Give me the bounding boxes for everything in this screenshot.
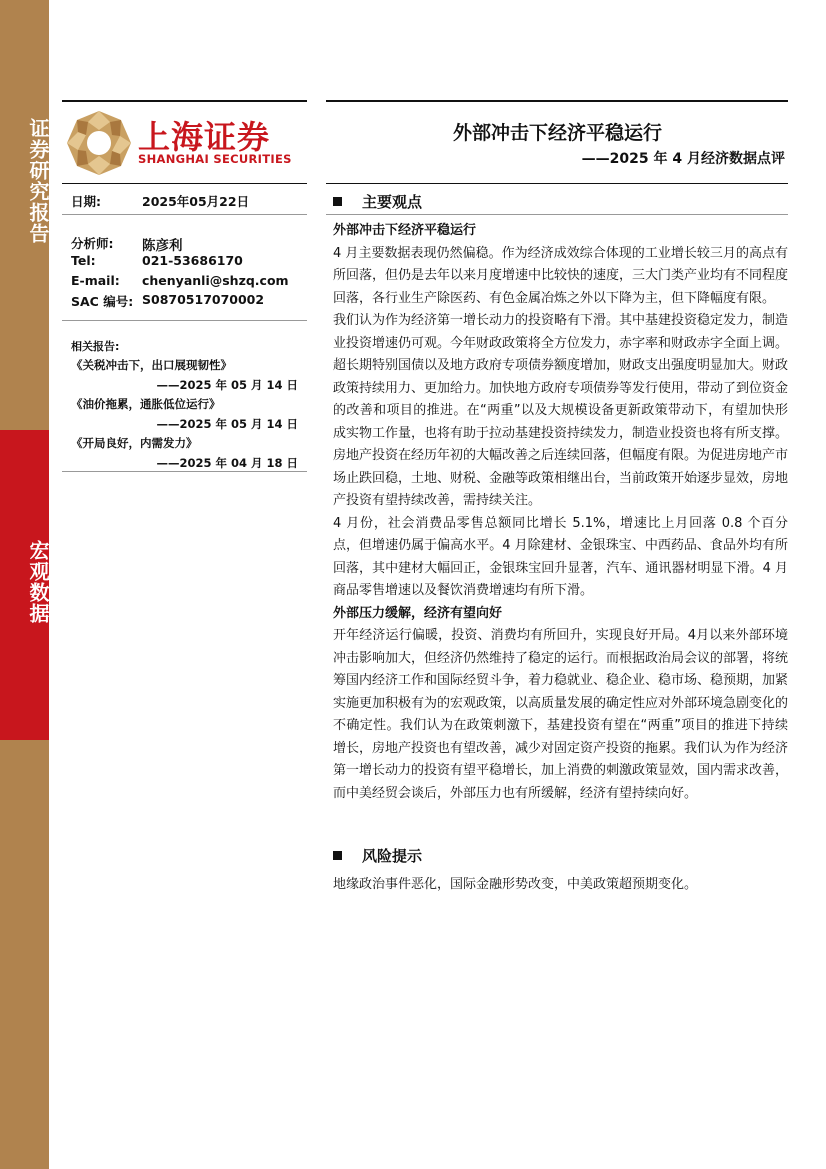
paragraph-industry: 4 月主要数据表现仍然偏稳。作为经济成效综合体现的工业增长较三月的高点有所回落，但仍是去年以来月度增速中比较快的速度，三大门类产业均有不同程度回落，各行业生产除医药、有色金属冶炼之外以下降为主，但下降幅度有限。 [333, 245, 789, 306]
main-body [333, 220, 788, 805]
date-label: 日期: [71, 194, 101, 209]
section-risk [333, 845, 422, 866]
related-report-title[interactable]: 《开局良好，内需发力》 [71, 436, 198, 450]
square-bullet-icon [333, 197, 342, 206]
meta-divider [62, 214, 307, 215]
analyst-name: 陈彦利 [142, 238, 183, 254]
meta-divider-2 [62, 320, 307, 321]
related-report-date: ——2025 年 05 月 14 日 [156, 378, 298, 392]
tel-label: Tel: [71, 253, 96, 268]
related-report-title[interactable]: 《油价拖累，通胀低位运行》 [71, 397, 221, 411]
company-logo-icon [66, 110, 132, 176]
sidebar-report-type: 证券研究报告 [26, 118, 50, 244]
related-reports-label: 相关报告: [71, 340, 120, 353]
header-bottom-rule-right [326, 183, 788, 184]
square-bullet-icon [333, 851, 342, 860]
section-main-view [333, 191, 422, 212]
date-value: 2025年05月22日 [142, 194, 250, 209]
related-report-date: ——2025 年 05 月 14 日 [156, 417, 298, 431]
risk-body [333, 874, 788, 897]
header-rule-right [326, 100, 788, 102]
paragraph-outlook: 开年经济运行偏暖，投资、消费均有所回升，实现良好开局。4月以来外部环境冲击影响加大，但经济仍然维持了稳定的运行。而根据政治局会议的部署，将统筹国内经济工作和国际经贸斗争，着力稳就业、稳企业、稳市场、稳预期，加紧实施更加积极有为的宏观政策，以高质量发展的确定性应对外部环境急剧变化的不确定性。我们认为在政策刺激下，基建投资有望在“两重”项目的推进下持续增长，房地产投资也有望改善，减少对固定资产投资的拖累。我们认为作为经济第一增长动力的投资有望平稳增长，加上消费的刺激政策显效，国内需求改善，而中美经贸会谈后，外部压力也有所缓解，经济有望持续向好。 [333, 628, 789, 801]
risk-text: 地缘政治事件恶化，国际金融形势改变，中美政策超预期变化。 [333, 877, 698, 892]
sac-label: SAC 编号: [71, 294, 134, 309]
related-divider [62, 471, 307, 472]
related-report-date: ——2025 年 04 月 18 日 [156, 456, 298, 470]
tel-value: 021-53686170 [142, 253, 243, 268]
header-bottom-rule-left [62, 183, 307, 184]
header-rule-left [62, 100, 307, 102]
paragraph-investment: 我们认为作为经济第一增长动力的投资略有下滑。其中基建投资稳定发力，制造业投资增速仍可观。今年财政政策将全方位发力，赤字率和财政赤字全面上调。超长期特别国债以及地方政府专项债券额度增加，财政支出强度明显加大。财政政策持续用力、更加给力。加快地方政府专项债券等发行使用，带动了到位资金的改善和项目的推进。在“两重”以及大规模设备更新政策带动下，有望加快形成实物工作量，也将有助于拉动基建投资持续发力，制造业投资也将有所支撑。房地产投资在经历年初的大幅改善之后连续回落，但幅度有限。为促进房地产市场止跌回稳，土地、财税、金融等政策相继出台，当前政策开始逐步显效，房地产投资有望持续改善，需持续关注。 [333, 313, 789, 508]
subheading-external-shock: 外部冲击下经济平稳运行 [333, 223, 477, 238]
sac-value: S0870517070002 [142, 292, 265, 307]
related-report-title[interactable]: 《关税冲击下，出口展现韧性》 [71, 358, 232, 372]
analyst-label: 分析师: [71, 236, 114, 251]
sidebar-category: 宏观数据 [26, 540, 50, 624]
section-risk-title: 风险提示 [362, 847, 423, 865]
logo-chinese-name: 上海证券 [138, 118, 271, 156]
email-label: E-mail: [71, 273, 120, 288]
report-title: 外部冲击下经济平稳运行 [452, 122, 662, 144]
section-main-view-title: 主要观点 [362, 193, 423, 211]
paragraph-consumption: 4 月份，社会消费品零售总额同比增长 5.1%，增速比上月回落 0.8 个百分点，但增速仍属于偏高水平。4 月除建材、金银珠宝、中西药品、食品外均有所回落，其中建材大幅回正，金银珠宝回升显著，汽车、通讯器材明显下滑。4 月商品零售增速以及餐饮消费增速均有所下滑。 [333, 515, 788, 598]
email-value[interactable]: chenyanli@shzq.com [142, 273, 289, 288]
subheading-outlook: 外部压力缓解，经济有望向好 [333, 605, 503, 621]
section-divider [326, 214, 788, 215]
logo-english-name: SHANGHAI SECURITIES [138, 152, 292, 166]
report-subtitle: ——2025 年 4 月经济数据点评 [581, 151, 785, 167]
